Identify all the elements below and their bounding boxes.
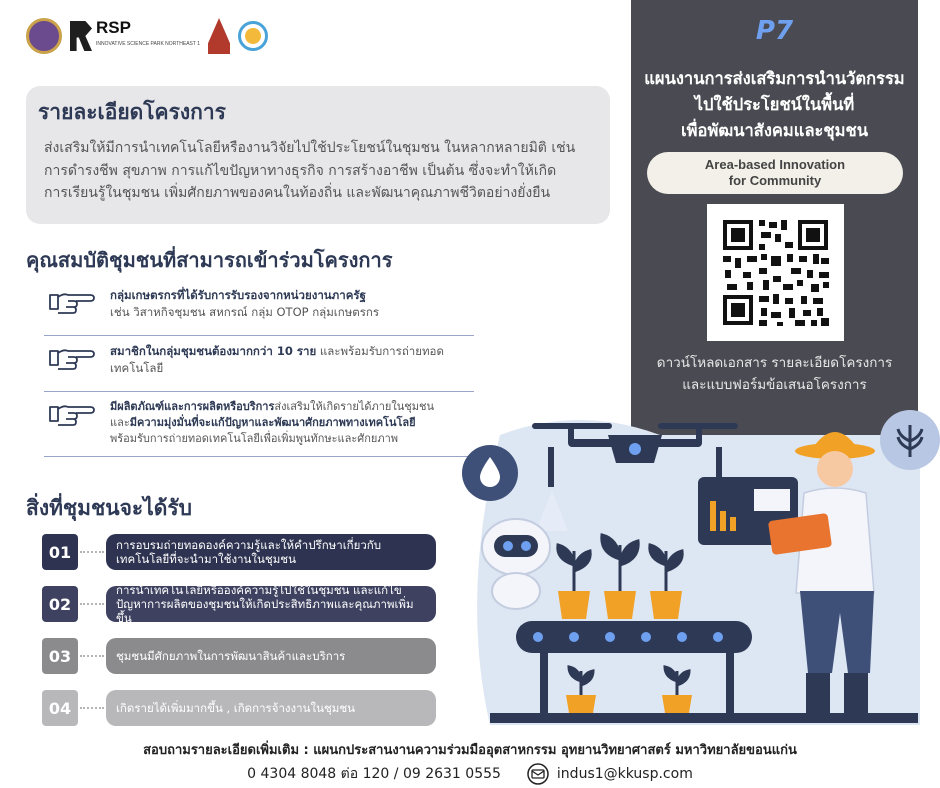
detail-line: ส่งเสริมให้มีการนำเทคโนโลยีหรืองานวิจัยไปใช้ประโยชน์ในชุมชน ในหลากหลายมิติ เช่น: [44, 140, 576, 156]
benefit-number: 01: [42, 534, 78, 570]
benefit-number: 02: [42, 586, 78, 622]
benefit-number: 03: [42, 638, 78, 674]
temple-logo: [208, 18, 230, 54]
benefits-title: สิ่งที่ชุมชนจะได้รับ: [26, 496, 193, 520]
email-icon: [527, 763, 549, 785]
smart-farming-illustration: [440, 395, 940, 730]
list-item: [44, 336, 474, 392]
dotted-connector: [80, 603, 104, 605]
qualification-highlight: มีผลิตภัณฑ์และการผลิตหรือบริการ: [110, 400, 275, 413]
program-title-line: แผนงานการส่งเสริมการนำนวัตกรรม: [644, 69, 905, 88]
download-line: ดาวน์โหลดเอกสาร รายละเอียดโครงการ: [656, 355, 893, 371]
rsp-logo: [70, 20, 200, 52]
science-park-logo: [238, 21, 268, 51]
download-line: และแบบฟอร์มข้อเสนอโครงการ: [682, 377, 867, 393]
qualification-detail: เทคโนโลยี: [110, 361, 164, 375]
qualification-highlight: มีความมุ่งมั่นที่จะแก้ปัญหาและพัฒนาศักยภาพทางเทคโนโลยี: [129, 416, 416, 429]
dotted-connector: [80, 551, 104, 553]
qualification-detail: และพร้อมรับการถ่ายทอด: [316, 344, 444, 358]
benefits-list: [42, 534, 436, 742]
benefit-text: การนำเทคโนโลยีหรือองค์ความรู้ไปใช้ในชุมชน และแก้ไขปัญหาการผลิตของชุมชนให้เกิดประสิทธิภาพและคุณภาพเพิ่มขึ้น: [106, 586, 436, 622]
floor-line: [490, 713, 918, 723]
qr-code-icon: [707, 204, 844, 341]
benefit-number: 04: [42, 690, 78, 726]
project-detail-text: [38, 137, 598, 205]
list-item: [42, 690, 436, 726]
qualification-detail: พร้อมรับการถ่ายทอดเทคโนโลยีเพื่อเพิ่มพูนทักษะและศักยภาพ: [110, 432, 399, 445]
list-item: [44, 392, 474, 457]
qualification-highlight: กลุ่มเกษตรกรที่ได้รับการรับรองจากหน่วยงานภาครัฐ: [110, 288, 366, 302]
program-title-line: เพื่อพัฒนาสังคมและชุมชน: [681, 121, 868, 140]
list-item: [42, 583, 436, 625]
pointing-hand-icon: [48, 399, 96, 427]
download-caption: [631, 352, 918, 396]
program-subtitle-pill: [647, 152, 903, 194]
rsp-logo-text: RSP: [96, 18, 131, 37]
contact-row: [0, 763, 940, 785]
benefit-text: เกิดรายได้เพิ่มมากขึ้น , เกิดการจ้างงานในชุมชน: [106, 690, 436, 726]
qualifications-title: คุณสมบัติชุมชนที่สามารถเข้าร่วมโครงการ: [26, 248, 393, 272]
email-link[interactable]: indus1@kkusp.com: [556, 766, 693, 782]
dotted-connector: [80, 655, 104, 657]
dotted-connector: [80, 707, 104, 709]
benefit-text: ชุมชนมีศักยภาพในการพัฒนาสินค้าและบริการ: [106, 638, 436, 674]
qualifications-list: [44, 280, 474, 457]
qr-code[interactable]: [707, 204, 844, 341]
detail-line: การเรียนรู้ในชุมชน เพิ่มศักยภาพของคนในท้องถิ่น และพัฒนาคุณภาพชีวิตอย่างยั่งยืน: [44, 185, 551, 201]
program-title: [631, 66, 918, 144]
list-item: [42, 534, 436, 570]
qualification-detail: ส่งเสริมให้เกิดรายได้ภายในชุมชน: [274, 400, 434, 413]
list-item: [42, 638, 436, 674]
pointing-hand-icon: [48, 287, 96, 315]
detail-line: การดำรงชีพ สุขภาพ การแก้ไขปัญหาทางธุรกิจ การสร้างอาชีพ เป็นต้น ซึ่งจะทำให้เกิด: [44, 162, 557, 179]
qualification-detail: และ: [110, 416, 130, 429]
kku-seal-logo: [26, 18, 62, 54]
pill-line: for Community: [728, 173, 822, 188]
rsp-r-mark: [70, 21, 92, 51]
project-detail-box: [26, 86, 610, 224]
phone-number[interactable]: 0 4304 8048 ต่อ 120 / 09 2631 0555: [247, 766, 501, 782]
rsp-logo-subtext: INNOVATIVE SCIENCE PARK NORTHEAST 1: [96, 41, 201, 47]
pointing-hand-icon: [48, 343, 96, 371]
qualification-highlight: สมาชิกในกลุ่มชุมชนต้องมากกว่า 10 ราย: [110, 344, 317, 358]
project-detail-title: รายละเอียดโครงการ: [38, 100, 226, 124]
list-item: [44, 280, 474, 336]
contact-info: สอบถามรายละเอียดเพิ่มเติม : แผนกประสานงานความร่วมมืออุตสาหกรรม อุทยานวิทยาศาสตร์ มหาวิทยาลัยขอนแก่น: [143, 743, 797, 758]
program-badge: P7: [755, 16, 794, 46]
qualification-detail: เช่น วิสาหกิจชุมชน สหกรณ์ กลุ่ม OTOP กลุ่มเกษตรกร: [110, 305, 380, 319]
program-title-line: ไปใช้ประโยชน์ในพื้นที่: [694, 95, 855, 114]
robot-icon: [482, 519, 550, 609]
partner-logos: [26, 16, 268, 56]
benefit-text: การอบรมถ่ายทอดองค์ความรู้และให้คำปรึกษาเกี่ยวกับเทคโนโลยีที่จะนำมาใช้งานในชุมชน: [106, 534, 436, 570]
pill-line: Area-based Innovation: [704, 157, 846, 172]
